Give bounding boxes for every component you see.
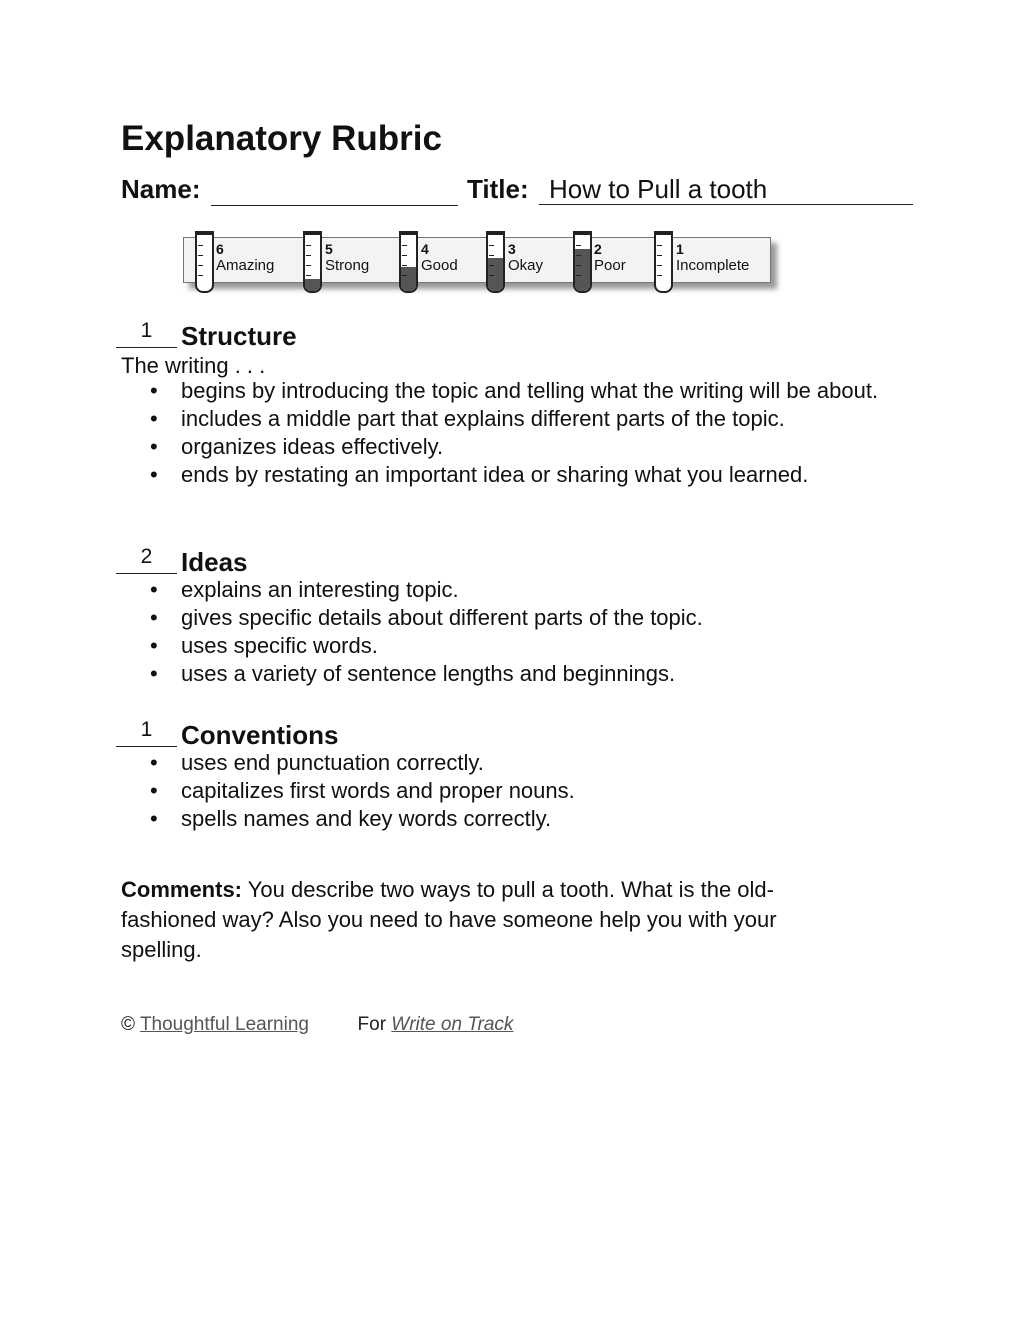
conventions-list bbox=[116, 749, 881, 833]
ideas-list bbox=[116, 576, 881, 688]
scale-number-6: 6 bbox=[216, 241, 224, 257]
list-item: • spells names and key words correctly. bbox=[116, 805, 881, 833]
test-tube-icon bbox=[573, 231, 592, 293]
scale-label-strong: Strong bbox=[325, 257, 370, 274]
scale-number-3: 3 bbox=[508, 241, 516, 257]
scale-label-poor: Poor bbox=[594, 257, 626, 274]
list-item: • organizes ideas effectively. bbox=[116, 433, 881, 461]
section-ideas bbox=[116, 545, 916, 695]
list-item: • uses a variety of sentence lengths and beginnings. bbox=[116, 660, 881, 688]
scale-label-good: Good bbox=[421, 257, 458, 274]
name-label: Name: bbox=[121, 174, 201, 204]
scale-number-2: 2 bbox=[594, 241, 602, 257]
scale-number-1: 1 bbox=[676, 241, 684, 257]
scale-label-okay: Okay bbox=[508, 257, 544, 274]
footer bbox=[121, 1014, 513, 1036]
scale-number-5: 5 bbox=[325, 241, 333, 257]
name-title-row bbox=[121, 174, 921, 210]
tube-fill bbox=[401, 267, 416, 291]
test-tube-icon bbox=[654, 231, 673, 293]
test-tube-icon bbox=[303, 231, 322, 293]
scale-label-incomplete: Incomplete bbox=[676, 257, 750, 274]
comments bbox=[121, 875, 841, 965]
copyright-symbol: © bbox=[121, 1014, 135, 1035]
comments-text[interactable]: You describe two ways to pull a tooth. What is the old-fashioned way? Also you need to have someone help you with your spelling. bbox=[121, 877, 777, 962]
structure-intro: The writing . . . bbox=[121, 353, 266, 378]
for-label: For bbox=[357, 1014, 387, 1035]
test-tube-icon bbox=[195, 231, 214, 293]
list-item: • includes a middle part that explains different parts of the topic. bbox=[116, 405, 881, 433]
page-title: Explanatory Rubric bbox=[121, 119, 442, 158]
scale-number-4: 4 bbox=[421, 241, 429, 257]
ideas-heading: Ideas bbox=[181, 547, 248, 577]
ideas-score-field[interactable]: 2 bbox=[116, 545, 177, 574]
list-item: • capitalizes first words and proper nouns. bbox=[116, 777, 881, 805]
test-tube-icon bbox=[399, 231, 418, 293]
list-item: • explains an interesting topic. bbox=[116, 576, 881, 604]
title-label: Title: bbox=[467, 174, 529, 204]
publisher-link[interactable]: Thoughtful Learning bbox=[139, 1014, 309, 1035]
structure-list bbox=[116, 377, 881, 489]
title-field[interactable]: How to Pull a tooth bbox=[539, 174, 913, 205]
list-item: • uses specific words. bbox=[116, 632, 881, 660]
scale-label-amazing: Amazing bbox=[216, 257, 275, 274]
conventions-heading: Conventions bbox=[181, 720, 339, 750]
section-structure bbox=[116, 319, 916, 529]
rating-scale bbox=[183, 229, 783, 297]
test-tube-icon bbox=[486, 231, 505, 293]
name-field[interactable] bbox=[211, 205, 458, 206]
list-item: • begins by introducing the topic and telling what the writing will be about. bbox=[116, 377, 881, 405]
list-item: • gives specific details about different parts of the topic. bbox=[116, 604, 881, 632]
list-item: • ends by restating an important idea or sharing what you learned. bbox=[116, 461, 881, 489]
product-link[interactable]: Write on Track bbox=[391, 1014, 514, 1035]
tube-fill bbox=[305, 279, 320, 291]
section-conventions bbox=[116, 718, 916, 843]
conventions-score-field[interactable]: 1 bbox=[116, 718, 177, 747]
comments-label: Comments: bbox=[121, 877, 243, 902]
list-item: • uses end punctuation correctly. bbox=[116, 749, 881, 777]
structure-score-field[interactable]: 1 bbox=[116, 319, 177, 348]
structure-heading: Structure bbox=[181, 321, 297, 351]
